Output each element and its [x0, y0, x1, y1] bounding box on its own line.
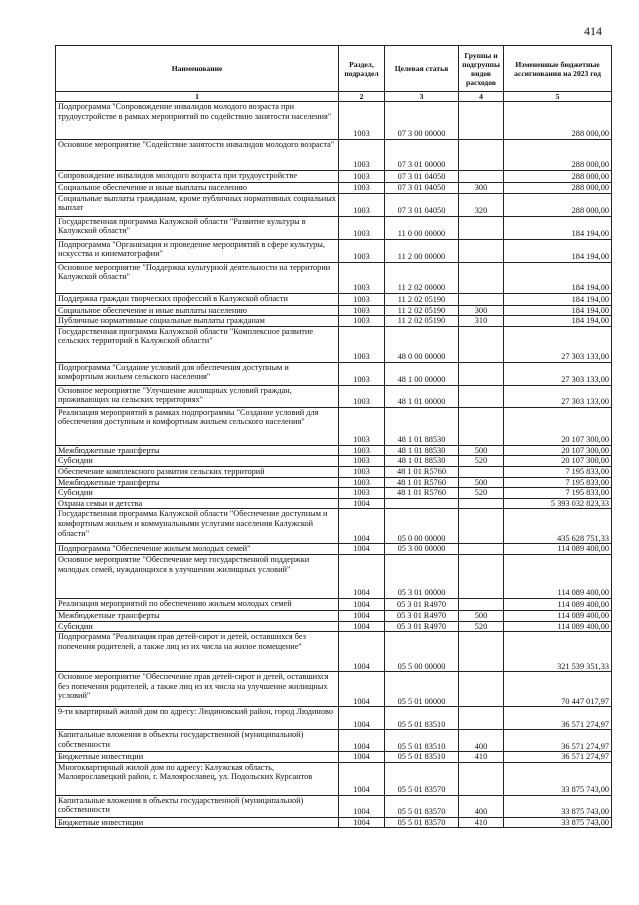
cell-name: Межбюджетные трансферты [56, 477, 339, 488]
cell-target: 48 1 01 R5760 [385, 477, 459, 488]
cell-group [459, 171, 504, 183]
cell-target: 07 3 01 04050 [385, 171, 459, 183]
cell-amount: 20 107 300,00 [504, 445, 612, 456]
table-row [56, 817, 612, 828]
cell-amount: 7 195 833,00 [504, 477, 612, 488]
cell-name: Государственная программа Калужской области "Развитие культуры в Калужской области" [56, 216, 339, 239]
cell-amount: 288 000,00 [504, 171, 612, 183]
cell-amount: 33 875 743,00 [504, 817, 612, 828]
cell-section: 1003 [339, 362, 385, 385]
cell-target: 05 5 01 83510 [385, 752, 459, 763]
cell-name: Капитальные вложения в объекты государственной (муниципальной) собственности [56, 730, 339, 752]
cell-section: 1003 [339, 183, 385, 194]
table-row [56, 262, 612, 293]
cell-name: Основное мероприятие "Обеспечение мер государственной поддержки молодых семей, нуждающихся в улучшении жилищных условий" [56, 554, 339, 598]
cell-name: Бюджетные инвестиции [56, 752, 339, 763]
table-row [56, 326, 612, 362]
cell-group [459, 362, 504, 385]
cell-group [459, 498, 504, 509]
cell-name: Реализация мероприятий по обеспечению жильем молодых семей [56, 598, 339, 610]
cell-section: 1004 [339, 621, 385, 632]
cell-section: 1004 [339, 554, 385, 598]
column-number: 1 [56, 92, 339, 102]
cell-group [459, 216, 504, 239]
cell-target: 05 3 01 R4970 [385, 610, 459, 621]
cell-group: 400 [459, 795, 504, 817]
header-section: Раздел, подраздел [339, 46, 385, 92]
cell-group: 300 [459, 305, 504, 316]
cell-section: 1004 [339, 498, 385, 509]
table-row [56, 316, 612, 327]
cell-section: 1004 [339, 817, 385, 828]
table-row [56, 795, 612, 817]
cell-name: Социальное обеспечение и иные выплаты населению [56, 183, 339, 194]
cell-amount: 184 194,00 [504, 239, 612, 262]
cell-name: Поддержка граждан творческих профессий в Калужской области [56, 293, 339, 305]
table-row [56, 762, 612, 795]
cell-target: 05 5 01 83510 [385, 707, 459, 730]
cell-name: Капитальные вложения в объекты государственной (муниципальной) собственности [56, 795, 339, 817]
cell-group: 500 [459, 610, 504, 621]
cell-group: 520 [459, 488, 504, 499]
cell-amount: 184 194,00 [504, 316, 612, 327]
cell-section: 1004 [339, 632, 385, 672]
table-row [56, 488, 612, 499]
table-row [56, 466, 612, 477]
table-row [56, 140, 612, 171]
cell-target: 11 2 00 00000 [385, 239, 459, 262]
table-row [56, 707, 612, 730]
table-row [56, 305, 612, 316]
cell-amount: 70 447 017,97 [504, 672, 612, 707]
cell-name: Охрана семьи и детства [56, 498, 339, 509]
cell-section: 1004 [339, 762, 385, 795]
table-row [56, 362, 612, 385]
header-groups: Группы и подгруппы видов расходов [459, 46, 504, 92]
cell-name: Субсидии [56, 621, 339, 632]
cell-section: 1003 [339, 316, 385, 327]
cell-amount: 288 000,00 [504, 183, 612, 194]
table-row [56, 509, 612, 544]
cell-target: 48 1 01 88530 [385, 407, 459, 445]
table-row [56, 183, 612, 194]
cell-section: 1003 [339, 407, 385, 445]
cell-target: 05 5 01 00000 [385, 672, 459, 707]
cell-name: Основное мероприятие "Улучшение жилищных условий граждан, проживающих на сельских территориях" [56, 385, 339, 407]
cell-target: 48 0 00 00000 [385, 326, 459, 362]
cell-section: 1003 [339, 305, 385, 316]
cell-group: 310 [459, 316, 504, 327]
cell-section: 1004 [339, 610, 385, 621]
cell-section: 1004 [339, 752, 385, 763]
header-name: Наименование [56, 46, 339, 92]
cell-group: 400 [459, 730, 504, 752]
budget-table [55, 45, 612, 828]
cell-group [459, 140, 504, 171]
table-row [56, 171, 612, 183]
cell-amount: 20 107 300,00 [504, 407, 612, 445]
cell-group [459, 293, 504, 305]
cell-amount: 435 628 751,33 [504, 509, 612, 544]
cell-group [459, 544, 504, 555]
cell-section: 1003 [339, 385, 385, 407]
cell-target: 48 1 01 R5760 [385, 466, 459, 477]
header-amount: Измененные бюджетные ассигнования на 2023 год [504, 46, 612, 92]
table-row [56, 385, 612, 407]
column-number: 4 [459, 92, 504, 102]
cell-amount: 5 393 032 823,33 [504, 498, 612, 509]
cell-section: 1003 [339, 326, 385, 362]
table-row [56, 193, 612, 216]
cell-amount: 288 000,00 [504, 102, 612, 140]
cell-group [459, 707, 504, 730]
cell-amount: 36 571 274,97 [504, 730, 612, 752]
cell-target: 48 1 01 00000 [385, 385, 459, 407]
cell-amount: 27 303 133,00 [504, 385, 612, 407]
cell-name: Подпрограмма "Реализация прав детей-сирот и детей, оставшихся без попечения родителей, а также лиц из их числа на жилое помещение" [56, 632, 339, 672]
cell-group: 500 [459, 477, 504, 488]
cell-group: 520 [459, 621, 504, 632]
cell-name: Многоквартирный жилой дом по адресу: Калужская область, Малоярославецкий район, г. Малоярославец, ул. Подольских Курсантов [56, 762, 339, 795]
table-row [56, 672, 612, 707]
cell-amount: 36 571 274,97 [504, 707, 612, 730]
table-row [56, 456, 612, 467]
cell-group: 300 [459, 183, 504, 194]
cell-amount: 27 303 133,00 [504, 362, 612, 385]
cell-target: 05 5 00 00000 [385, 632, 459, 672]
cell-name: Обеспечение комплексного развития сельских территорий [56, 466, 339, 477]
cell-amount: 184 194,00 [504, 216, 612, 239]
cell-amount: 7 195 833,00 [504, 488, 612, 499]
cell-section: 1003 [339, 171, 385, 183]
cell-target: 11 2 02 00000 [385, 262, 459, 293]
cell-section: 1003 [339, 239, 385, 262]
cell-name: Субсидии [56, 488, 339, 499]
table-row [56, 445, 612, 456]
table-row [56, 621, 612, 632]
cell-amount: 33 875 743,00 [504, 795, 612, 817]
cell-section: 1003 [339, 140, 385, 171]
cell-target: 05 5 01 83570 [385, 817, 459, 828]
header-row [56, 46, 612, 92]
cell-section: 1004 [339, 795, 385, 817]
cell-amount: 184 194,00 [504, 305, 612, 316]
cell-section: 1004 [339, 672, 385, 707]
cell-section: 1003 [339, 262, 385, 293]
cell-target: 48 1 00 00000 [385, 362, 459, 385]
cell-name: Государственная программа Калужской области "Обеспечение доступным и комфортным жильем и коммунальными услугами населения Калужской области" [56, 509, 339, 544]
cell-amount: 321 539 351,33 [504, 632, 612, 672]
column-number: 3 [385, 92, 459, 102]
cell-section: 1003 [339, 102, 385, 140]
cell-group: 320 [459, 193, 504, 216]
table-row [56, 730, 612, 752]
cell-target: 05 5 01 83510 [385, 730, 459, 752]
cell-target: 48 1 01 88530 [385, 445, 459, 456]
cell-name: Социальные выплаты гражданам, кроме публичных нормативных социальных выплат [56, 193, 339, 216]
cell-target: 05 5 01 83570 [385, 795, 459, 817]
cell-name: Публичные нормативные социальные выплаты гражданам [56, 316, 339, 327]
cell-amount: 114 089 400,00 [504, 598, 612, 610]
cell-section: 1004 [339, 544, 385, 555]
cell-name: Межбюджетные трансферты [56, 610, 339, 621]
column-number: 5 [504, 92, 612, 102]
cell-section: 1004 [339, 509, 385, 544]
cell-amount: 7 195 833,00 [504, 466, 612, 477]
cell-group [459, 509, 504, 544]
cell-group [459, 672, 504, 707]
table-row [56, 216, 612, 239]
cell-target [385, 498, 459, 509]
cell-group: 500 [459, 445, 504, 456]
cell-target: 48 1 01 88530 [385, 456, 459, 467]
cell-name: Основное мероприятие "Содействие занятости инвалидов молодого возраста" [56, 140, 339, 171]
cell-group [459, 326, 504, 362]
cell-group [459, 407, 504, 445]
cell-target: 11 0 00 00000 [385, 216, 459, 239]
table-row [56, 610, 612, 621]
table-row [56, 632, 612, 672]
cell-name: Бюджетные инвестиции [56, 817, 339, 828]
cell-target: 05 5 01 83570 [385, 762, 459, 795]
cell-group [459, 466, 504, 477]
cell-section: 1003 [339, 293, 385, 305]
cell-name: Подпрограмма "Создание условий для обеспечения доступным и комфортным жильем сельского населения" [56, 362, 339, 385]
cell-group: 410 [459, 817, 504, 828]
column-number: 2 [339, 92, 385, 102]
cell-amount: 20 107 300,00 [504, 456, 612, 467]
cell-name: Социальное обеспечение и иные выплаты населению [56, 305, 339, 316]
cell-group [459, 762, 504, 795]
cell-amount: 288 000,00 [504, 193, 612, 216]
table-row [56, 407, 612, 445]
cell-name: Подпрограмма "Обеспечение жильем молодых семей" [56, 544, 339, 555]
header-target: Целевая статья [385, 46, 459, 92]
page-number: 414 [584, 24, 602, 38]
cell-target: 07 3 01 04050 [385, 183, 459, 194]
cell-target: 11 2 02 05190 [385, 293, 459, 305]
table-row [56, 102, 612, 140]
cell-target: 07 3 00 00000 [385, 102, 459, 140]
cell-amount: 184 194,00 [504, 293, 612, 305]
cell-group [459, 385, 504, 407]
cell-section: 1003 [339, 477, 385, 488]
table-row [56, 554, 612, 598]
cell-section: 1004 [339, 730, 385, 752]
cell-amount: 36 571 274,97 [504, 752, 612, 763]
column-number-row [56, 92, 612, 102]
cell-amount: 114 089 400,00 [504, 554, 612, 598]
cell-name: Субсидии [56, 456, 339, 467]
cell-section: 1003 [339, 488, 385, 499]
table-row [56, 477, 612, 488]
cell-group: 410 [459, 752, 504, 763]
cell-name: Реализация мероприятий в рамках подпрограммы "Создание условий для обеспечения доступным и комфортным жильем сельского населения" [56, 407, 339, 445]
cell-section: 1003 [339, 456, 385, 467]
cell-target: 05 3 01 R4970 [385, 621, 459, 632]
table-row [56, 239, 612, 262]
cell-target: 05 3 01 00000 [385, 554, 459, 598]
cell-name: Сопровождение инвалидов молодого возраста при трудоустройстве [56, 171, 339, 183]
cell-group [459, 632, 504, 672]
cell-group [459, 554, 504, 598]
cell-section: 1004 [339, 598, 385, 610]
cell-name: Основное мероприятие "Поддержка культурной деятельности на территории Калужской области" [56, 262, 339, 293]
cell-name: Основное мероприятие "Обеспечение прав детей-сирот и детей, оставшихся без попечения родителей, а также лиц из их числа на улучшение жилищных условий" [56, 672, 339, 707]
cell-target: 07 3 01 00000 [385, 140, 459, 171]
cell-section: 1003 [339, 466, 385, 477]
cell-target: 05 3 00 00000 [385, 544, 459, 555]
cell-group [459, 598, 504, 610]
cell-target: 11 2 02 05190 [385, 305, 459, 316]
cell-target: 07 3 01 04050 [385, 193, 459, 216]
cell-section: 1004 [339, 707, 385, 730]
cell-target: 05 0 00 00000 [385, 509, 459, 544]
cell-section: 1003 [339, 216, 385, 239]
cell-target: 05 3 01 R4970 [385, 598, 459, 610]
cell-name: Межбюджетные трансферты [56, 445, 339, 456]
cell-section: 1003 [339, 193, 385, 216]
cell-group: 520 [459, 456, 504, 467]
cell-name: Подпрограмма "Организация и проведение мероприятий в сфере культуры, искусства и кинематографии" [56, 239, 339, 262]
cell-target: 11 2 02 05190 [385, 316, 459, 327]
cell-name: Государственная программа Калужской области "Комплексное развитие сельских территорий в Калужской области" [56, 326, 339, 362]
cell-amount: 114 089 400,00 [504, 610, 612, 621]
table-row [56, 544, 612, 555]
cell-name: Подпрограмма "Сопровождение инвалидов молодого возраста при трудоустройстве в рамках мероприятий по содействию занятости населения" [56, 102, 339, 140]
cell-amount: 288 000,00 [504, 140, 612, 171]
table-row [56, 598, 612, 610]
cell-group [459, 102, 504, 140]
cell-amount: 114 089 400,00 [504, 621, 612, 632]
cell-name: 9-ти квартирный жилой дом по адресу: Людиновский район, город Людиново [56, 707, 339, 730]
cell-group [459, 262, 504, 293]
cell-target: 48 1 01 R5760 [385, 488, 459, 499]
table-row [56, 293, 612, 305]
table-row [56, 498, 612, 509]
cell-amount: 27 303 133,00 [504, 326, 612, 362]
cell-group [459, 239, 504, 262]
table-row [56, 752, 612, 763]
cell-amount: 184 194,00 [504, 262, 612, 293]
cell-amount: 33 875 743,00 [504, 762, 612, 795]
cell-section: 1003 [339, 445, 385, 456]
cell-amount: 114 089 400,00 [504, 544, 612, 555]
